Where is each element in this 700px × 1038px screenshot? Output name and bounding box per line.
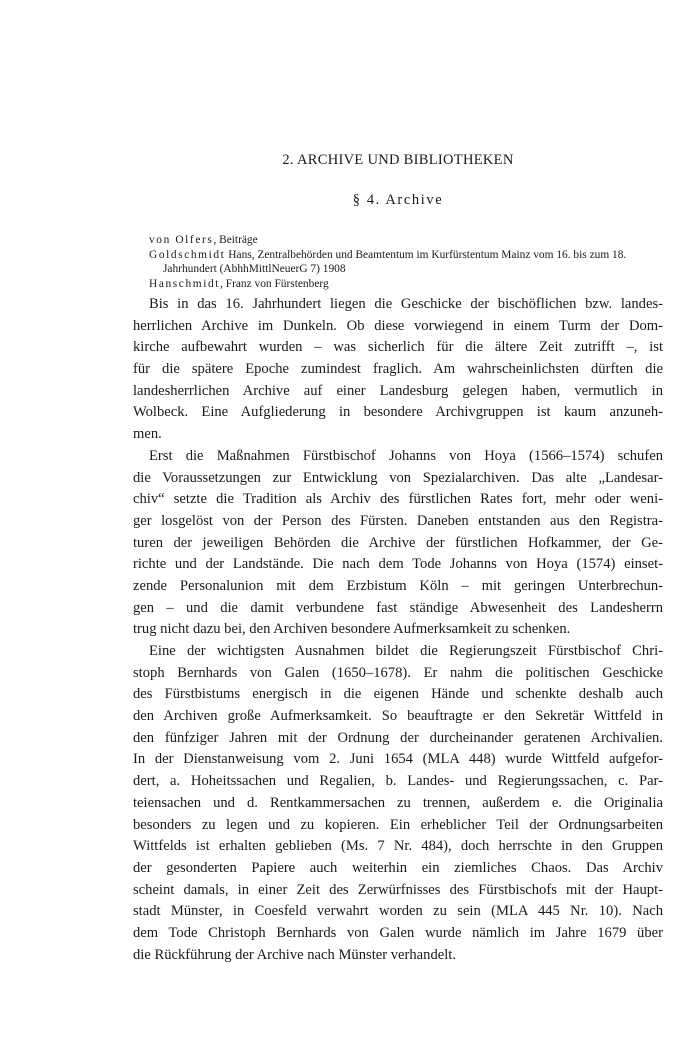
text-line: stoph Bernhards von Galen (1650–1678). Er nahm die politischen Geschicke: [133, 664, 663, 681]
bibliography-text: Hans, Zentralbehörden und Beamtentum im Kurfürstentum Mainz vom 16. bis zum 18. Jahrhundert (AbhhMittlNeuerG 7) 1908: [163, 248, 627, 276]
text-line: den Archiven große Aufmerksamkeit. So beauftragte er den Sekretär Wittfeld in: [133, 708, 663, 725]
text-line: zende Personalunion mit dem Erzbistum Köln – mit geringen Unterbrechun-: [133, 577, 663, 594]
text-line: für die spätere Epoche zumindest fraglich. Am wahrscheinlichsten dürften die: [133, 361, 663, 378]
bibliography-entry: [149, 248, 663, 277]
text-line: richte und der Landstände. Die nach dem Tode Johanns von Hoya (1574) einset-: [133, 556, 663, 573]
text-line: die Voraussetzungen zur Entwicklung von Spezialarchiven. Das alte „Landesar-: [133, 469, 663, 486]
bibliography-entry: [149, 233, 663, 248]
bibliography-text: , Beiträge: [213, 234, 258, 246]
bibliography-entry: [149, 277, 663, 292]
chapter-title: 2. ARCHIVE UND BIBLIOTHEKEN: [282, 152, 514, 168]
text-line: scheint damals, in einer Zeit des Zerwürfnisses des Fürstbischofs mit der Haupt-: [133, 881, 663, 898]
text-line: turen der jeweiligen Behörden die Archive der fürstlichen Hofkammer, der Ge-: [133, 534, 663, 551]
body-text: [133, 294, 663, 966]
text-line: landesherrlichen Archive auf einer Landesburg gelegen haben, vermutlich in: [133, 382, 663, 399]
text-line: In der Dienstanweisung vom 2. Juni 1654 (MLA 448) wurde Wittfeld aufgefor-: [133, 751, 663, 768]
text-line: dert, a. Hoheitssachen und Regalien, b. Landes- und Regierungssachen, c. Par-: [133, 773, 663, 790]
text-line: besonders zu legen und zu kopieren. Ein erheblicher Teil der Ordnungsarbeiten: [133, 816, 663, 833]
text-line: chiv“ setzte die Tradition als Archiv des fürstlichen Rates fort, mehr oder weni-: [133, 491, 663, 508]
bibliography-author: von Olfers: [149, 234, 214, 246]
text-line: herrlichen Archive im Dunkeln. Ob diese vorwiegend in einem Turm der Dom-: [133, 317, 663, 334]
text-line: dem Tode Christoph Bernhards von Galen wurde nämlich im Jahre 1679 über: [133, 924, 663, 941]
text-line: men.: [133, 426, 162, 443]
bibliography: [149, 233, 663, 291]
text-line: kirche aufbewahrt wurden – was sicherlich für die ältere Zeit zutrifft –, ist: [133, 339, 663, 356]
section-title: § 4. Archive: [352, 192, 444, 208]
text-line: trug nicht dazu bei, den Archiven besondere Aufmerksamkeit zu schenken.: [133, 621, 571, 638]
text-line: ger losgelöst von der Person des Fürsten. Daneben entstanden aus den Registra-: [133, 512, 663, 529]
text-line: gen – und die damit verbundene fast ständige Abwesenheit des Landesherrn: [133, 599, 663, 616]
text-line: der gesonderten Papiere auch weiterhin ein ziemliches Chaos. Das Archiv: [133, 859, 663, 876]
text-line: den fünfziger Jahren mit der Ordnung der durcheinander geratenen Archivalien.: [133, 729, 663, 746]
text-line: die Rückführung der Archive nach Münster verhandelt.: [133, 946, 456, 963]
bibliography-text: , Franz von Fürstenberg: [220, 277, 329, 290]
text-line: Eine der wichtigsten Ausnahmen bildet die Regierungszeit Fürstbischof Chri-: [149, 643, 663, 659]
text-line: Erst die Maßnahmen Fürstbischof Johanns von Hoya (1566–1574) schufen: [149, 447, 663, 464]
text-line: Wittfelds ist erhalten geblieben (Ms. 7 Nr. 484), doch herrschte in den Gruppen: [133, 838, 663, 855]
bibliography-author: Hanschmidt: [149, 277, 221, 290]
text-line: stadt Münster, in Coesfeld verwahrt worden zu sein (MLA 445 Nr. 10). Nach: [133, 903, 663, 920]
bibliography-author: Goldschmidt: [149, 248, 226, 261]
text-line: teiensachen und d. Rentkammersachen zu trennen, außerdem e. die Originalia: [133, 794, 663, 811]
text-line: Wolbeck. Eine Aufgliederung in besondere Archivgruppen ist kaum anzuneh-: [133, 404, 663, 421]
text-line: Bis in das 16. Jahrhundert liegen die Geschicke der bischöflichen bzw. landes-: [149, 296, 663, 312]
text-line: des Fürstbistums energisch in die eigenen Hände und schenkte deshalb auch: [133, 686, 663, 703]
